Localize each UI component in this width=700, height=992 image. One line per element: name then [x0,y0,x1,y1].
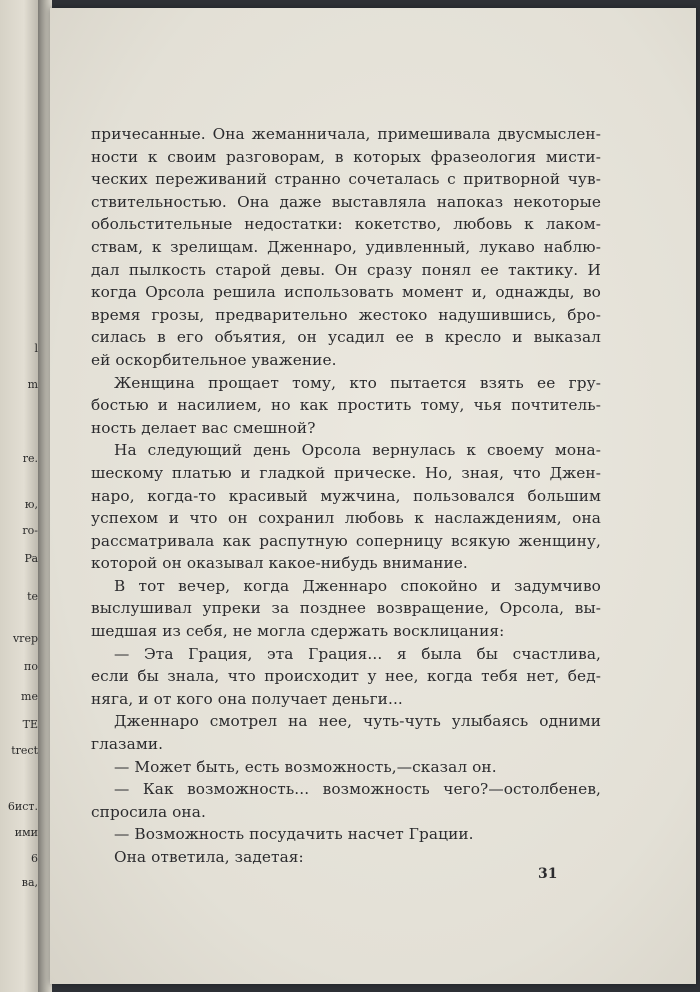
text-line: шедшая из себя, не могла сдержать восклицания: [91,622,505,641]
left-page-text-fragment: trect [11,744,38,757]
text-line: которой он оказывал какое-нибудь внимание. [91,554,468,573]
paragraph [91,575,601,643]
left-page-text-fragment: ва, [21,876,38,889]
text-line: силась в его объятия, он усадил ее в кресло и выказал [91,328,601,347]
text-line: когда Орсола решила использовать момент и, однажды, во [91,283,601,302]
left-page-text-fragment: TE [22,718,38,731]
text-line: обольстительные недостатки: кокетство, любовь к лаком- [91,215,601,234]
left-page-text-fragment: ю, [24,498,38,511]
text-line: няга, и от кого она получает деньги... [91,689,403,708]
left-page-text-fragment: 6ист. [7,800,38,813]
paragraph [91,756,601,779]
text-line: На следующий день Орсола вернулась к своему мона- [114,441,601,460]
text-line: Дженнаро смотрел на нее, чуть-чуть улыбаясь одними [114,712,601,731]
text-line: рассматривала как распутную соперницу всякую женщину, [91,531,601,550]
left-page-text-fragment: Pa [24,552,38,565]
book-page [50,8,696,984]
left-page-text-fragment: по [24,660,38,673]
text-line: — Может быть, есть возможность,—сказал он. [114,757,497,776]
left-page-text-fragment: l [34,342,38,355]
paragraph [91,372,601,440]
left-page-text-fragment: m [27,378,38,391]
text-line: ности к своим разговорам, в которых фразеология мисти- [91,147,601,166]
page-text [91,123,601,869]
text-line: ей оскорбительное уважение. [91,350,337,369]
paragraph [91,123,601,372]
text-line: — Эта Грация, эта Грация... я была бы счастлива, [114,644,601,663]
text-line: — Как возможность... возможность чего?—остолбенев, [114,780,601,799]
text-line: успехом и что он сохранил любовь к наслаждениям, она [91,509,601,528]
text-line: дал пылкость старой девы. Он сразу понял ее тактику. И [91,260,601,279]
text-line: ствительностью. Она даже выставляла напоказ некоторые [91,192,601,211]
text-line: спросила она. [91,802,206,821]
text-line: Женщина прощает тому, кто пытается взять ее гру- [114,373,601,392]
text-line: если бы знала, что происходит у нее, когда тебя нет, бед- [91,667,601,686]
paragraph [91,846,601,869]
paragraph [91,710,601,755]
text-line: глазами. [91,735,164,754]
left-page-text-fragment: 6 [31,852,38,865]
text-line: выслушивал упреки за позднее возвращение, Орсола, вы- [91,599,601,618]
left-page-text-fragment: te [27,590,38,603]
left-page-text-fragment: ими [14,826,38,839]
text-line: наро, когда-то красивый мужчина, пользовался большим [91,486,601,505]
text-line: Она ответила, задетая: [114,848,304,866]
left-page-text-fragment: re. [22,452,38,465]
left-page-text-fragment: ro- [22,524,38,537]
paragraph [91,643,601,711]
text-line: причесанные. Она жеманничала, примешивала двусмыслен- [91,125,601,143]
text-line: — Возможность посудачить насчет Грации. [114,825,474,844]
left-page-text-fragment: vrep [12,632,38,645]
paragraph [91,439,601,575]
previous-page-edge [0,0,40,992]
text-line: время грозы, предварительно жестоко надушившись, бро- [91,305,601,324]
page-number: 31 [538,866,558,882]
text-line: ческих переживаний странно сочеталась с притворной чув- [91,170,601,189]
text-line: ность делает вас смешной? [91,418,316,437]
paragraph [91,778,601,823]
text-line: шескому платью и гладкой прическе. Но, зная, что Джен- [91,463,601,482]
text-line: бостью и насилием, но как простить тому, чья почтитель- [91,396,601,415]
text-line: В тот вечер, когда Дженнаро спокойно и задумчиво [114,576,601,595]
paragraph [91,823,601,846]
text-line: ствам, к зрелищам. Дженнаро, удивленный, лукаво наблю- [91,237,601,256]
left-page-text-fragment: me [21,690,38,703]
